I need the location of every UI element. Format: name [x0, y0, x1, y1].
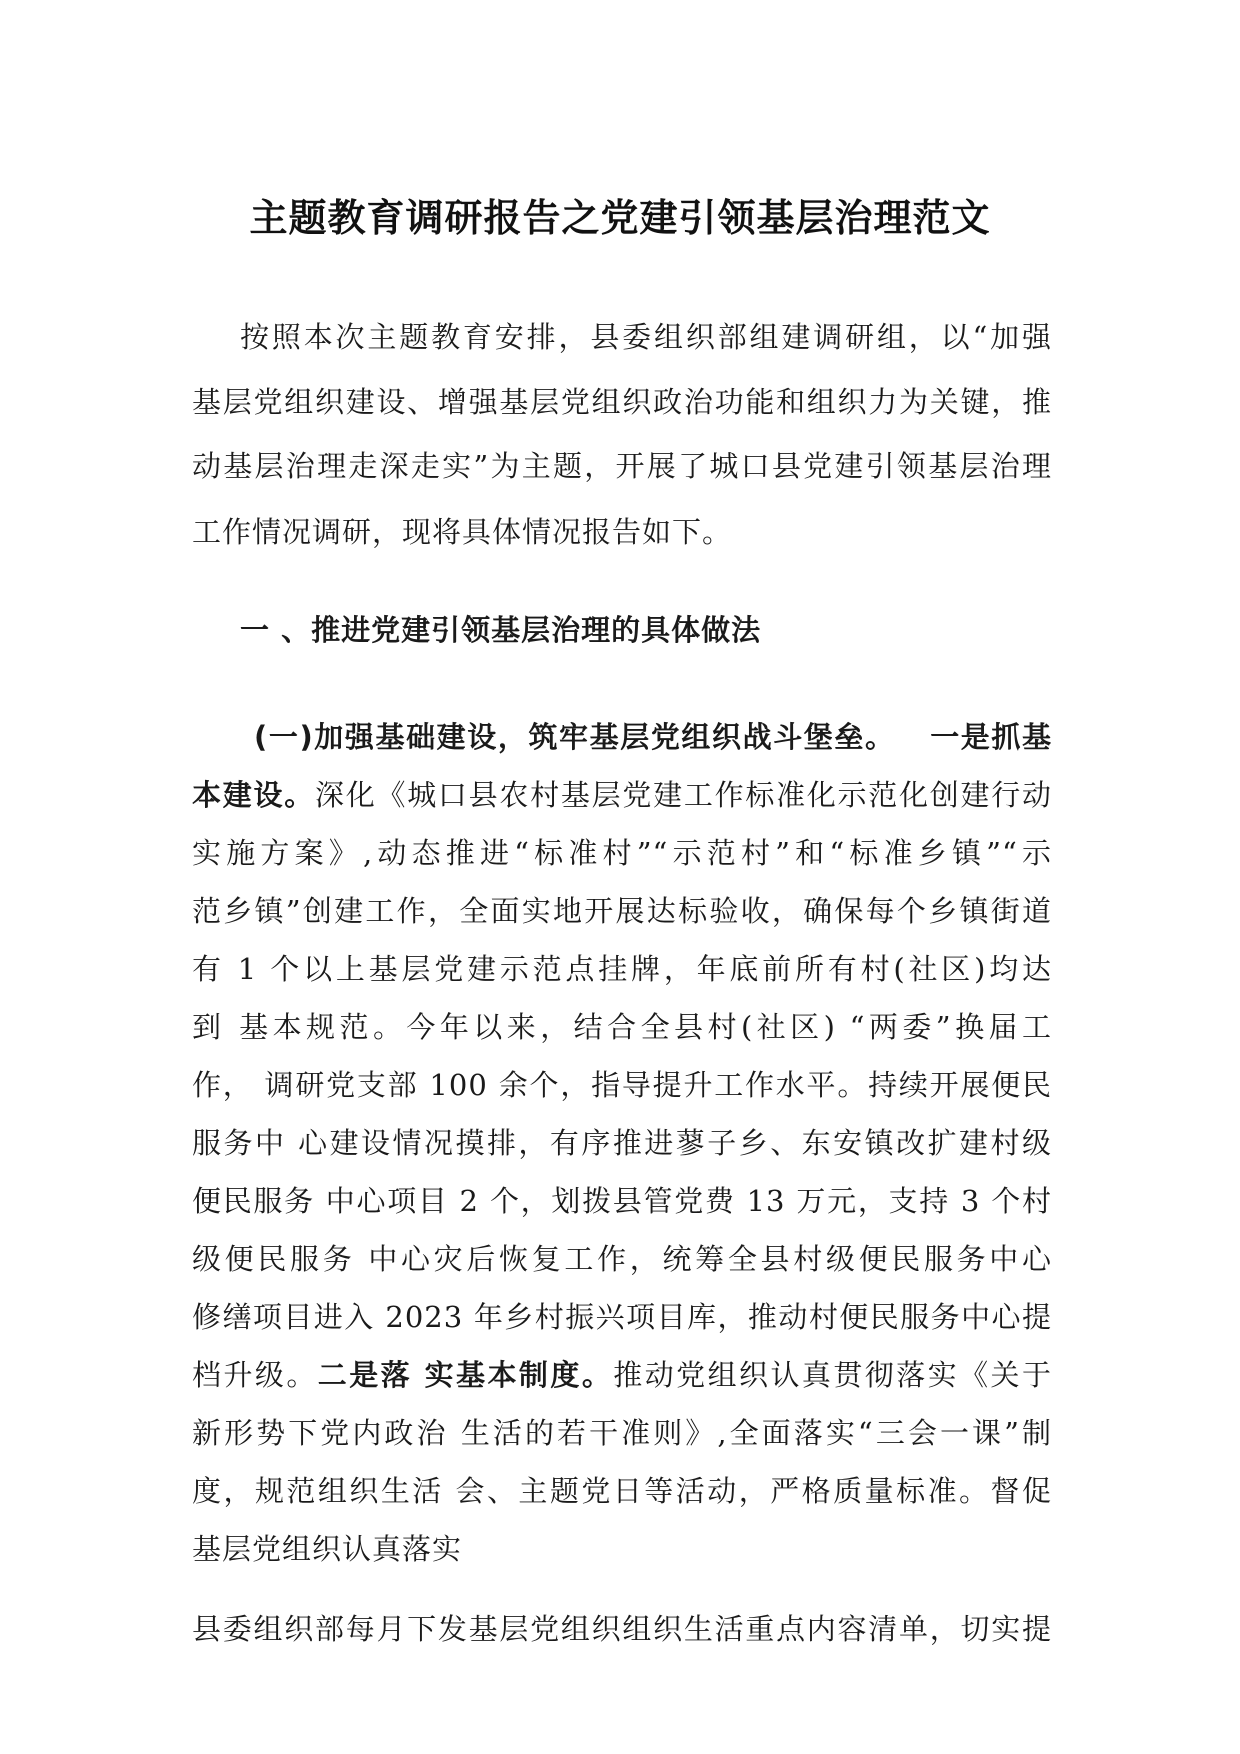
para1-line-4: 范乡镇”创建工作，全面实地开展达标验收，确保每个乡镇街道: [192, 894, 1052, 928]
para1-line-11: 修缮项目进入 2023 年乡村振兴项目库，推动村便民服务中心提: [192, 1300, 1052, 1334]
para1-line-14: 度，规范组织生活 会、主题党日等活动，严格质量标准。督促: [192, 1474, 1052, 1508]
para1-line-13: 新形势下党内政治 生活的若干准则》,全面落实“三会一课”制: [192, 1416, 1052, 1450]
document-title: 主题教育调研报告之党建引领基层治理范文: [249, 196, 991, 240]
intro-line-4: 工作情况调研，现将具体情况报告如下。: [192, 515, 733, 549]
para1-line-10: 级便民服务 中心灾后恢复工作，统筹全县村级便民服务中心: [192, 1242, 1052, 1276]
point-one-lead-end: 本建设。: [192, 778, 315, 812]
point-two-lead: 二是落 实基本制度。: [317, 1358, 614, 1392]
intro-line-2: 基层党组织建设、增强基层党组织政治功能和组织力为关键，推: [192, 385, 1052, 419]
para1-line-5: 有 1 个以上基层党建示范点挂牌，年底前所有村(社区)均达: [192, 952, 1052, 986]
para1-line-3: 实施方案》,动态推进“标准村”“示范村”和“标准乡镇”“示: [192, 836, 1052, 870]
para2-line-1: 县委组织部每月下发基层党组织组织生活重点内容清单，切实提: [192, 1612, 1052, 1646]
point-one-lead: 一是抓基: [929, 720, 1052, 754]
para1-line-12: 档升级。二是落 实基本制度。推动党组织认真贯彻落实《关于: [192, 1358, 1052, 1392]
intro-line-3: 动基层治理走深走实”为主题，开展了城口县党建引领基层治理: [192, 449, 1052, 483]
para1-line-15: 基层党组织认真落实: [192, 1532, 463, 1566]
subsection-heading: (一)加强基础建设，筑牢基层党组织战斗堡垒。: [254, 720, 896, 754]
para1-line-8: 服务中 心建设情况摸排，有序推进蓼子乡、东安镇改扩建村级: [192, 1126, 1052, 1160]
para1-line-2: 本建设。深化《城口县农村基层党建工作标准化示范化创建行动: [192, 778, 1052, 812]
para1-line-7: 作， 调研党支部 100 余个，指导提升工作水平。持续开展便民: [192, 1068, 1052, 1102]
para1-line-1: [192, 717, 1052, 757]
para1-line-9: 便民服务 中心项目 2 个，划拨县管党费 13 万元，支持 3 个村: [192, 1184, 1052, 1218]
intro-line-1: 按照本次主题教育安排，县委组织部组建调研组，以“加强: [240, 320, 1052, 354]
para1-line-6: 到 基本规范。今年以来，结合全县村(社区) “两委”换届工: [192, 1010, 1052, 1044]
section-heading: 一 、推进党建引领基层治理的具体做法: [240, 613, 762, 647]
